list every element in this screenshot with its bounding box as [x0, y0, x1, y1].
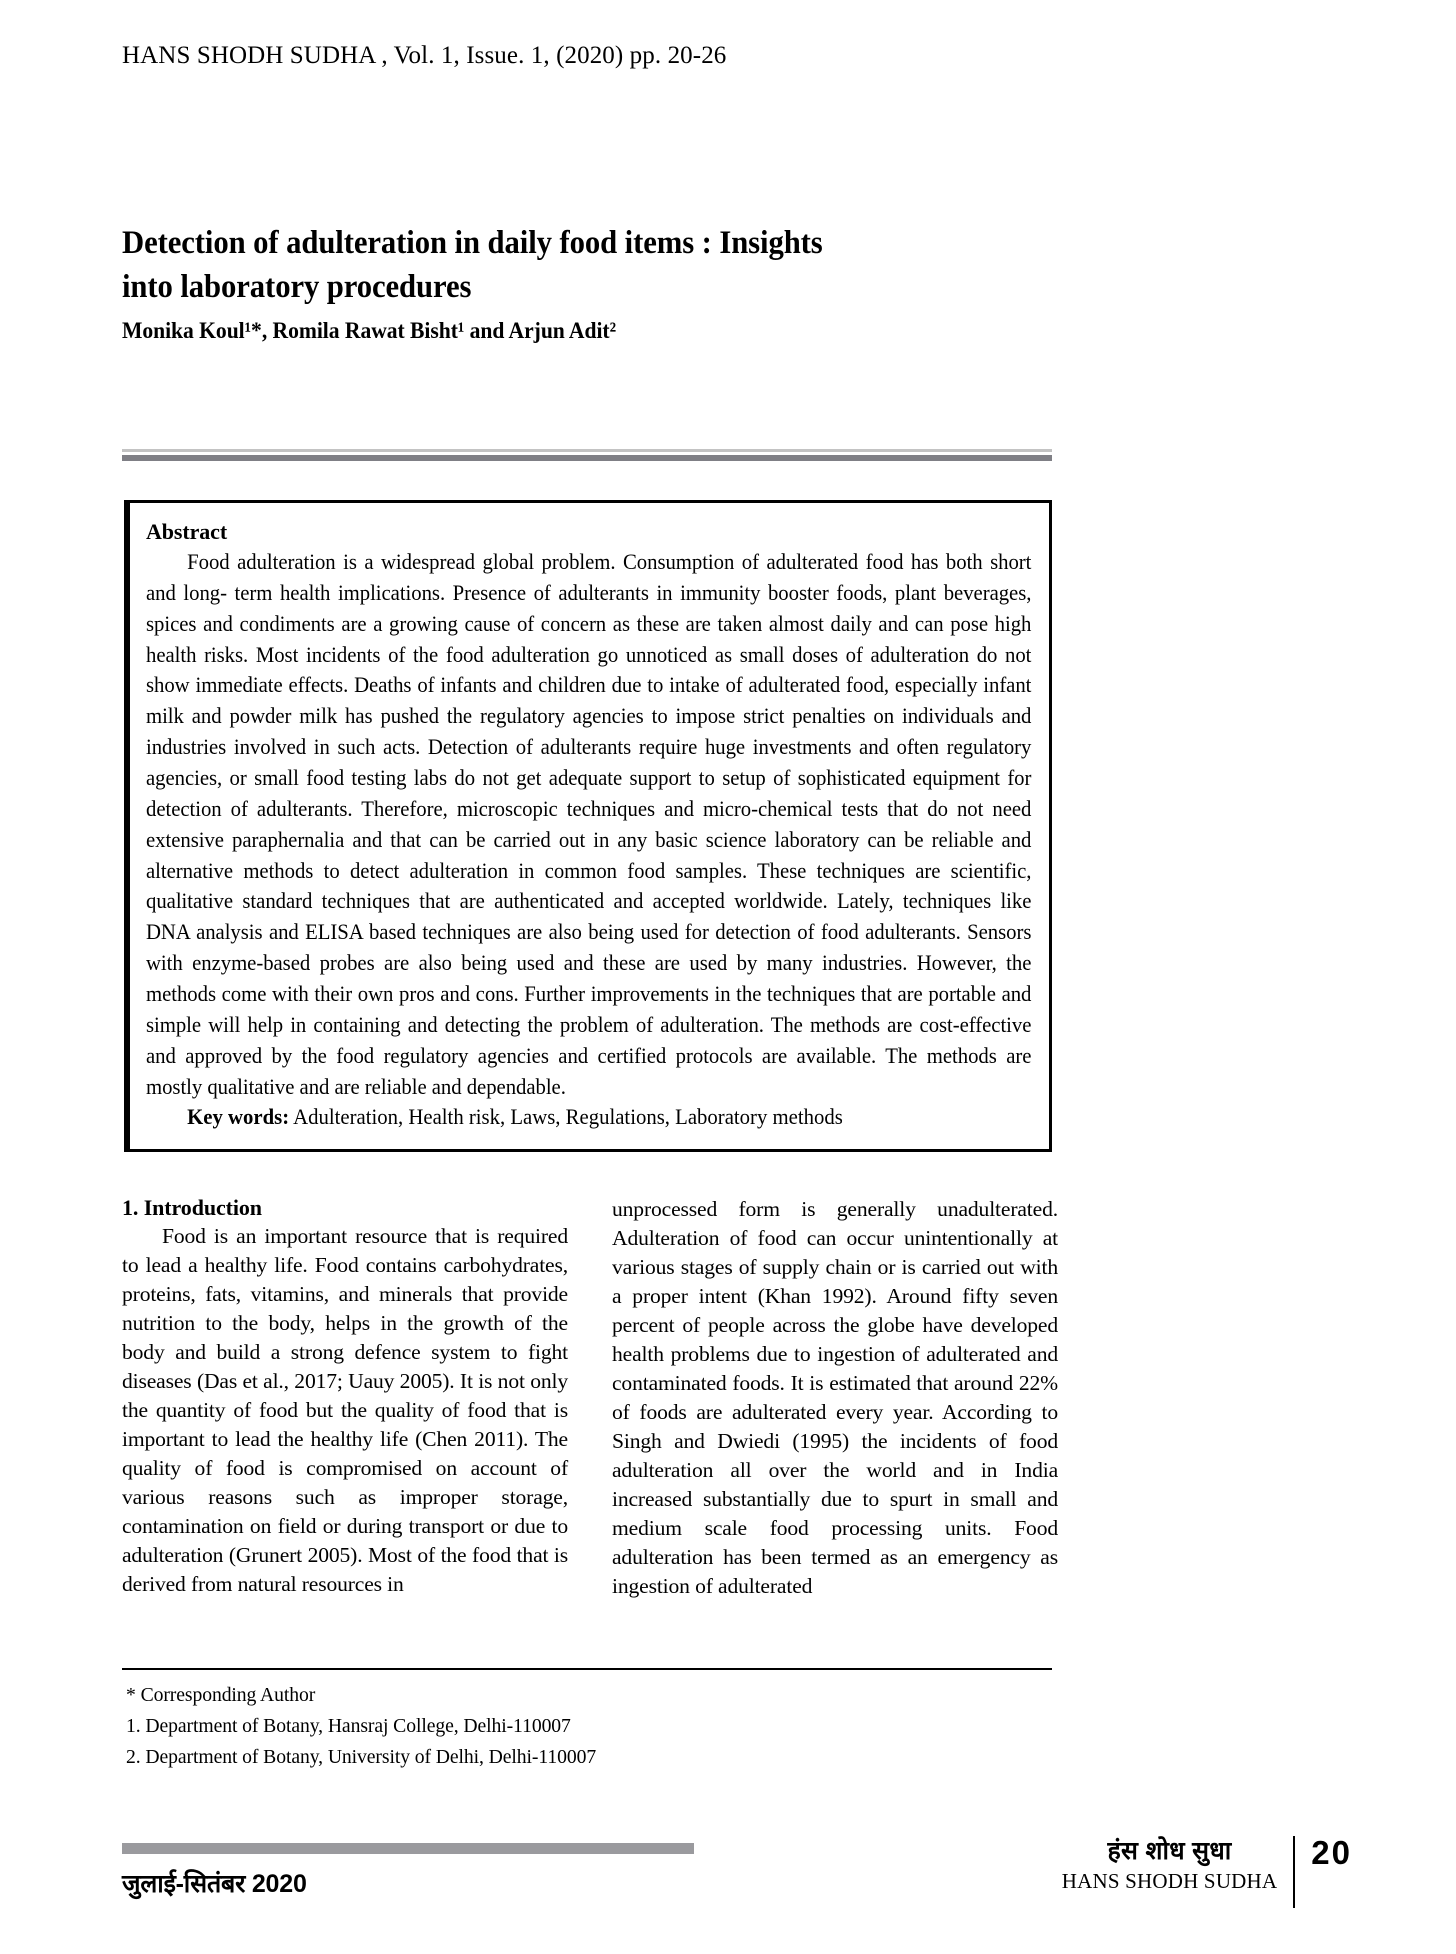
footer-journal-block [1062, 1836, 1352, 1908]
article-title-line-2: into laboratory procedures [122, 268, 472, 305]
introduction-paragraph-left: Food is an important resource that is required to lead a healthy life. Food contains carbohydrates, proteins, fats, vitamins, and minerals that provide nutrition to the body, helps in the growth of the body and build a strong defence system to fight diseases (Das et al., 2017; Uauy 2005). It is not only the quantity of food but the quality of food that is important to lead the healthy life (Chen 2011). The quality of food is compromised on account of various reasons such as improper storage, contamination on field or during transport or due to adulteration (Grunert 2005). Most of the food that is derived from natural resources in [122, 1224, 568, 1597]
body-columns [122, 1195, 1058, 1601]
footnote-corresponding-author: * Corresponding Author [126, 1684, 316, 1706]
page-number: 20 [1311, 1834, 1352, 1871]
article-title-line-1: Detection of adulteration in daily food items : Insights [122, 225, 823, 261]
abstract-heading: Abstract [146, 519, 228, 544]
journal-name-block [1062, 1836, 1296, 1908]
column-right [612, 1195, 1058, 1601]
column-left [122, 1195, 568, 1601]
keywords-line [146, 1102, 1031, 1133]
footer-issue-date: जुलाई-सितंबर 2020 [122, 1870, 307, 1898]
keywords-value: Adulteration, Health risk, Laws, Regulations, Laboratory methods [289, 1104, 843, 1130]
footnote-affiliation-2: 2. Department of Botany, University of Delhi, Delhi-110007 [126, 1746, 597, 1769]
running-head: HANS SHODH SUDHA , Vol. 1, Issue. 1, (2020) pp. 20-26 [122, 42, 727, 69]
abstract-box [124, 500, 1052, 1152]
divider-thick-line [122, 455, 1052, 461]
author-byline: Monika Koul¹*, Romila Rawat Bisht¹ and Arjun Adit² [122, 317, 617, 343]
footnote-divider [122, 1668, 1052, 1670]
footer-accent-bar [122, 1843, 694, 1854]
introduction-paragraph-right: unprocessed form is generally unadulterated. Adulteration of food can occur unintentionally at various stages of supply chain or is carried out with a proper intent (Khan 1992). Around fifty seven percent of people across the globe have developed health problems due to ingestion of adulterated and contaminated foods. It is estimated that around 22% of foods are adulterated every year. According to Singh and Dwiedi (1995) the incidents of food adulteration all over the world and in India increased substantially due to spurt in small and medium scale food processing units. Food adulteration has been termed as an emergency as ingestion of adulterated [612, 1197, 1058, 1599]
footnotes [126, 1680, 1056, 1773]
section-heading-introduction: 1. Introduction [122, 1195, 262, 1220]
title-block [122, 222, 1062, 344]
page-title [122, 222, 1057, 310]
header-divider [122, 449, 1052, 461]
divider-thin-line [122, 449, 1052, 452]
journal-name-english: HANS SHODH SUDHA [1061, 1869, 1278, 1893]
abstract-inner [127, 503, 1049, 1149]
abstract-body: Food adulteration is a widespread global problem. Consumption of adulterated food has both short and long- term health implications. Presence of adulterants in immunity booster foods, plant beverages, spices and condiments are a growing cause of concern as these are taken almost daily and can pose high health risks. Most incidents of the food adulteration go unnoticed as small doses of adulteration do not show immediate effects. Deaths of infants and children due to intake of adulterated food, especially infant milk and powder milk has pushed the regulatory agencies to impose strict penalties on individuals and industries involved in such acts. Detection of adulterants require huge investments and often regulatory agencies, or small food testing labs do not get adequate support to setup of sophisticated equipment for detection of adulterants. Therefore, microscopic techniques and micro-chemical tests that do not need extensive paraphernalia and that can be carried out in any basic science laboratory can be reliable and alternative methods to detect adulteration in common food samples. These techniques are scientific, qualitative standard techniques that are authenticated and accepted worldwide. Lately, techniques like DNA analysis and ELISA based techniques are also being used for detection of food adulterants. Sensors with enzyme-based probes are also being used and these are used by many industries. However, the methods come with their own pros and cons. Further improvements in the techniques that are portable and simple will help in containing and detecting the problem of adulteration. The methods are cost-effective and approved by the food regulatory agencies and certified protocols are available. The methods are mostly qualitative and are reliable and dependable. [146, 549, 1032, 1099]
footnote-affiliation-1: 1. Department of Botany, Hansraj College, Delhi-110007 [126, 1715, 571, 1738]
journal-name-hindi: हंस शोध सुधा [1107, 1837, 1232, 1865]
keywords-label: Key words: [187, 1104, 290, 1130]
